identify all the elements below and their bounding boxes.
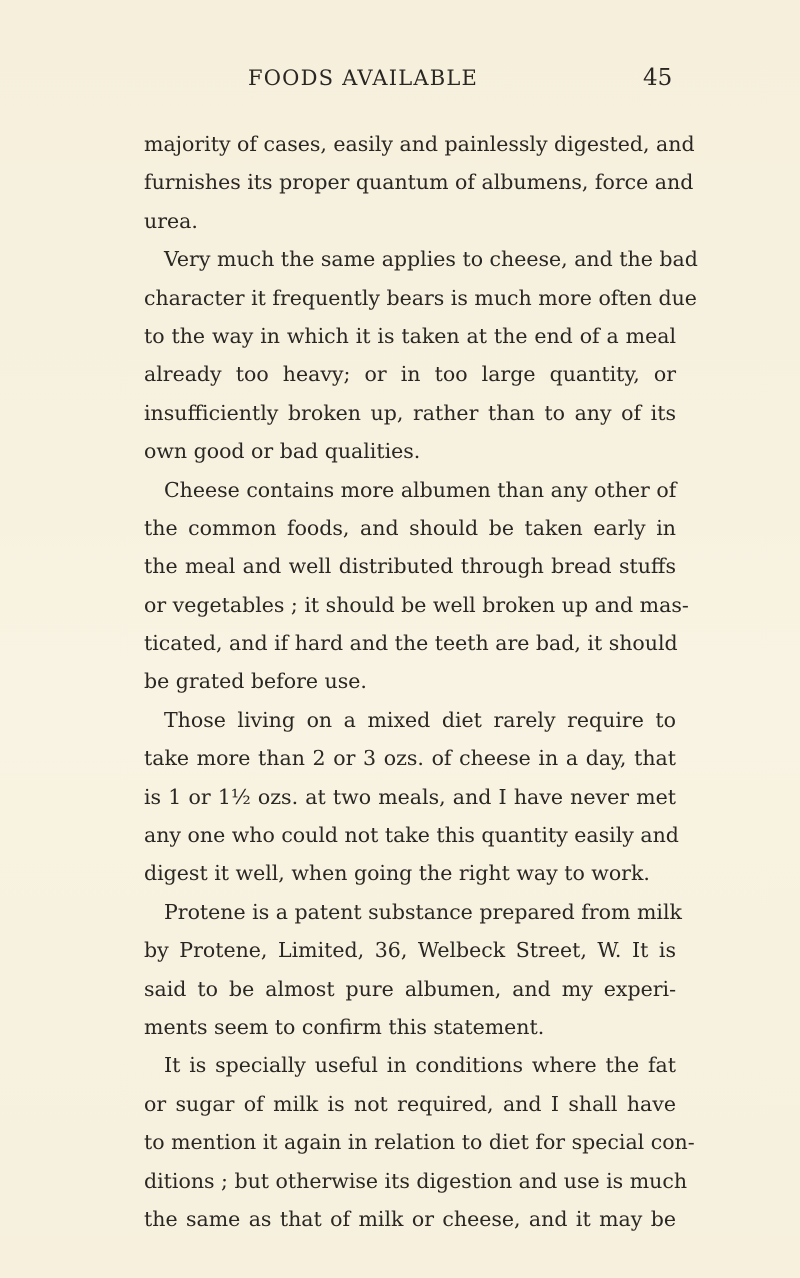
text-line: Those living on a mixed diet rarely require to (164, 707, 676, 732)
text-line: Very much the same applies to cheese, and the bad (164, 247, 698, 272)
text-line: by Protene, Limited, 36, Welbeck Street, W. It is (144, 938, 676, 963)
text-line: ments seem to confirm this statement. (144, 1014, 545, 1039)
text-line: ditions ; but otherwise its digestion and use is much (144, 1168, 688, 1193)
text-line: Cheese contains more albumen than any other of (164, 477, 677, 502)
text-line: character it frequently bears is much more often due (144, 285, 697, 310)
running-title: FOODS AVAILABLE (248, 66, 479, 90)
text-line: Protene is a patent substance prepared from milk (164, 899, 682, 924)
text-line: or vegetables ; it should be well broken up and mas- (144, 592, 689, 617)
text-line: furnishes its proper quantum of albumens, force and (144, 170, 694, 195)
text-line: said to be almost pure albumen, and my experi- (144, 976, 676, 1001)
text-line: digest it well, when going the right way to work. (144, 861, 650, 886)
text-line: urea. (144, 208, 198, 233)
text-line: is 1 or 1½ ozs. at two meals, and I have never met (144, 784, 676, 809)
text-line: ticated, and if hard and the teeth are bad, it should (144, 631, 678, 656)
text-line: own good or bad qualities. (144, 439, 421, 464)
text-line: take more than 2 or 3 ozs. of cheese in a day, that (144, 746, 676, 771)
text-line: the same as that of milk or cheese, and it may be (144, 1206, 676, 1231)
text-line: the meal and well distributed through bread stuffs (144, 554, 676, 579)
text-line: insufficiently broken up, rather than to any of its (144, 400, 676, 425)
running-head (0, 58, 800, 98)
text-line: or sugar of milk is not required, and I shall have (144, 1091, 676, 1116)
text-line: the common foods, and should be taken early in (144, 515, 676, 540)
text-line: It is specially useful in conditions where the fat (164, 1053, 676, 1078)
body-text (144, 125, 698, 1238)
page-number: 45 (643, 65, 673, 91)
text-line: to mention it again in relation to diet for special con- (144, 1130, 695, 1155)
text-line: to the way in which it is taken at the end of a meal (144, 323, 676, 348)
text-line: any one who could not take this quantity easily and (144, 823, 679, 848)
text-line: be grated before use. (144, 669, 367, 694)
text-line: majority of cases, easily and painlessly digested, and (144, 132, 695, 156)
text-line: already too heavy; or in too large quantity, or (144, 362, 676, 387)
